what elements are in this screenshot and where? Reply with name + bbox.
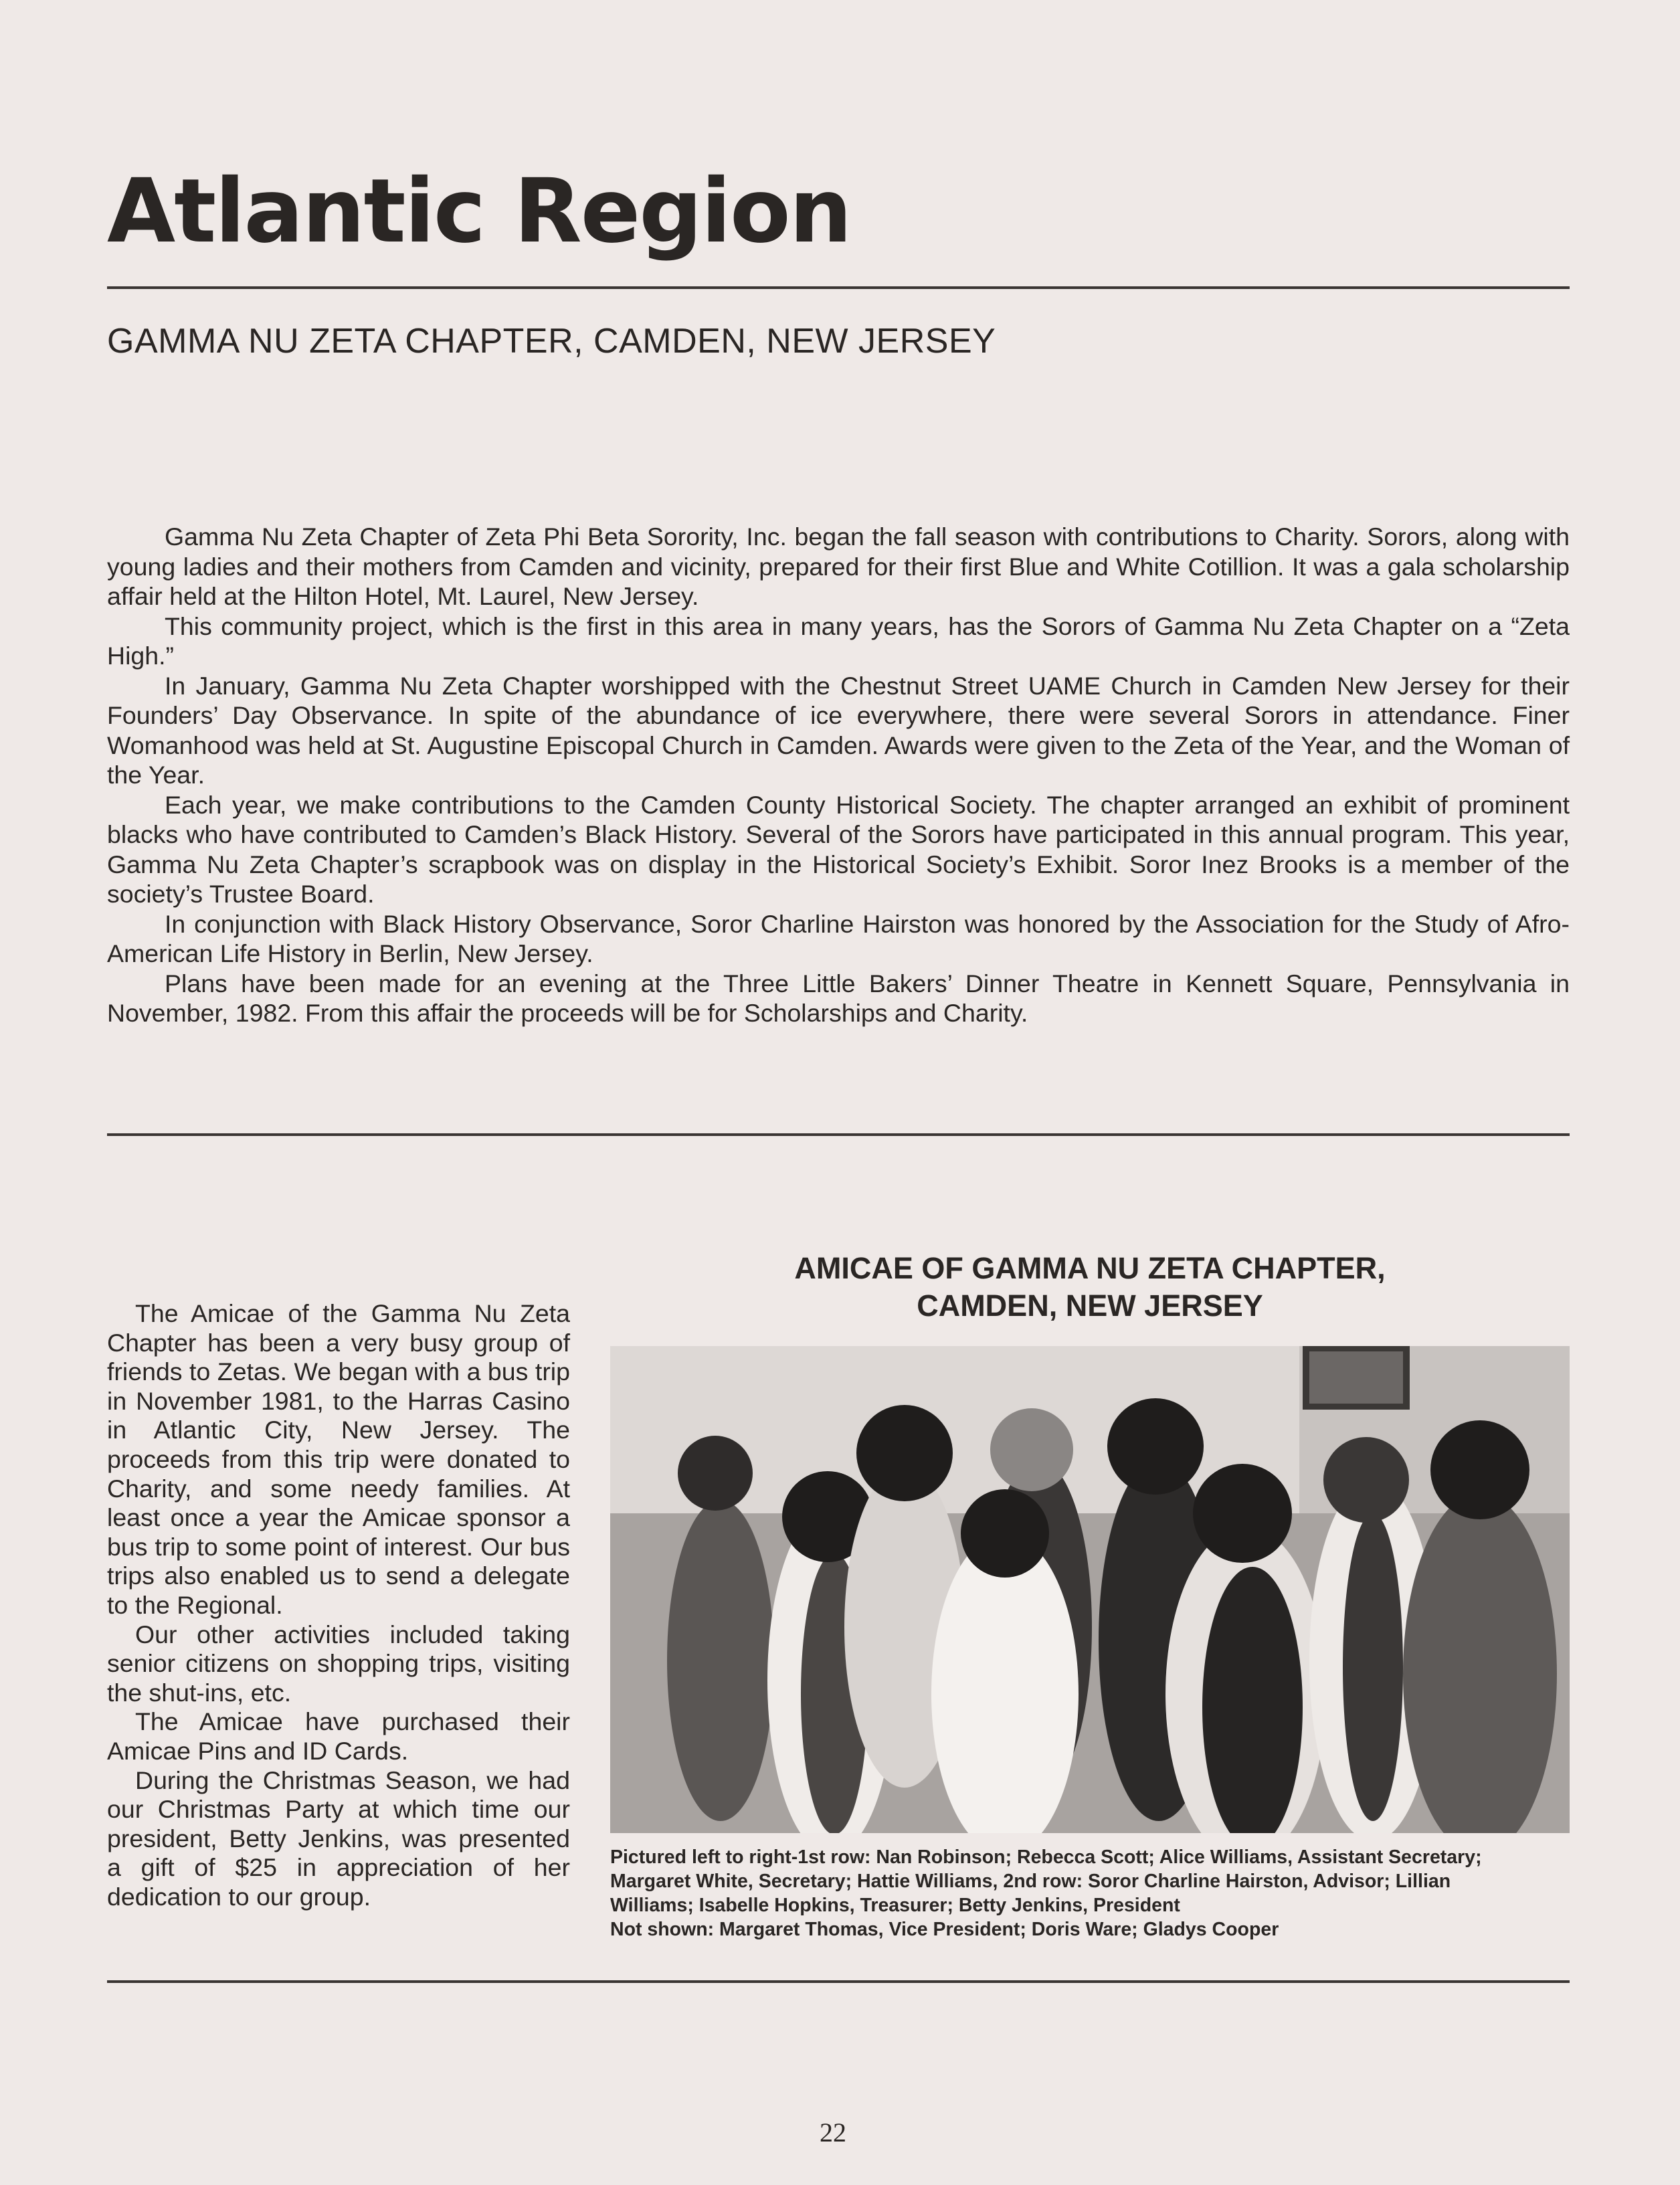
article-paragraph: Plans have been made for an evening at the Three Little Bakers’ Dinner Theatre in Kennett Square, Pennsylvania in November, 1982. From this affair the proceeds will be for Scholarships and Charity. — [107, 969, 1570, 1027]
group-photo-illustration — [610, 1346, 1570, 1833]
chapter-heading: GAMMA NU ZETA CHAPTER, CAMDEN, NEW JERSEY — [107, 322, 996, 361]
title-rule — [107, 286, 1570, 289]
photo-heading-line: CAMDEN, NEW JERSEY — [917, 1289, 1263, 1323]
amicae-paragraph: Our other activities included taking senior citizens on shopping trips, visiting the shut-ins, etc. — [107, 1620, 570, 1707]
amicae-article — [107, 1299, 570, 1911]
article-paragraph: In January, Gamma Nu Zeta Chapter worshipped with the Chestnut Street UAME Church in Camden New Jersey for their Founders’ Day Observance. In spite of the abundance of ice everywhere, there were several Sorors in attendance. Finer Womanhood was held at St. Augustine Episcopal Church in Camden. Awards were given to the Zeta of the Year, and the Woman of the Year. — [107, 671, 1570, 789]
region-title: Atlantic Region — [107, 160, 851, 263]
caption-line: Williams; Isabelle Hopkins, Treasurer; Betty Jenkins, President — [610, 1895, 1180, 1916]
group-photo — [610, 1346, 1570, 1833]
photo-heading-line: AMICAE OF GAMMA NU ZETA CHAPTER, — [794, 1251, 1386, 1285]
section-divider — [107, 1133, 1570, 1136]
caption-line: Not shown: Margaret Thomas, Vice President; Doris Ware; Gladys Cooper — [610, 1919, 1279, 1940]
page-number: 22 — [820, 2117, 846, 2148]
photo-caption — [610, 1845, 1570, 1941]
main-article — [107, 522, 1570, 1028]
amicae-paragraph: The Amicae have purchased their Amicae Pins and ID Cards. — [107, 1707, 570, 1765]
amicae-paragraph: The Amicae of the Gamma Nu Zeta Chapter has been a very busy group of friends to Zetas. We began with a bus trip in November 1981, to the Harras Casino in Atlantic City, New Jersey. The proceeds from this trip were donated to Charity, and some needy families. At least once a year the Amicae sponsor a bus trip to some point of interest. Our bus trips also enabled us to send a delegate to the Regional. — [107, 1299, 570, 1619]
article-paragraph: Gamma Nu Zeta Chapter of Zeta Phi Beta Sorority, Inc. began the fall season with contributions to Charity. Sorors, along with young ladies and their mothers from Camden and vicinity, prepared for their first Blue and White Cotillion. It was a gala scholarship affair held at the Hilton Hotel, Mt. Laurel, New Jersey. — [107, 522, 1570, 610]
bottom-rule — [107, 1980, 1570, 1983]
article-paragraph: In conjunction with Black History Observance, Soror Charline Hairston was honored by the Association for the Study of Afro-American Life History in Berlin, New Jersey. — [107, 909, 1570, 967]
photo-heading — [610, 1250, 1570, 1325]
amicae-paragraph: During the Christmas Season, we had our Christmas Party at which time our president, Betty Jenkins, was presented a gift of $25 in appreciation of her dedication to our group. — [107, 1766, 570, 1911]
article-paragraph: Each year, we make contributions to the Camden County Historical Society. The chapter arranged an exhibit of prominent blacks who have contributed to Camden’s Black History. Several of the Sorors have participated in this annual program. This year, Gamma Nu Zeta Chapter’s scrapbook was on display in the Historical Society’s Exhibit. Soror Inez Brooks is a member of the society’s Trustee Board. — [107, 790, 1570, 908]
caption-line: Margaret White, Secretary; Hattie Williams, 2nd row: Soror Charline Hairston, Advisor; Lillian — [610, 1871, 1451, 1892]
caption-line: Pictured left to right-1st row: Nan Robinson; Rebecca Scott; Alice Williams, Assistant Secretary; — [610, 1846, 1482, 1868]
article-paragraph: This community project, which is the first in this area in many years, has the Sorors of Gamma Nu Zeta Chapter on a “Zeta High.” — [107, 611, 1570, 670]
